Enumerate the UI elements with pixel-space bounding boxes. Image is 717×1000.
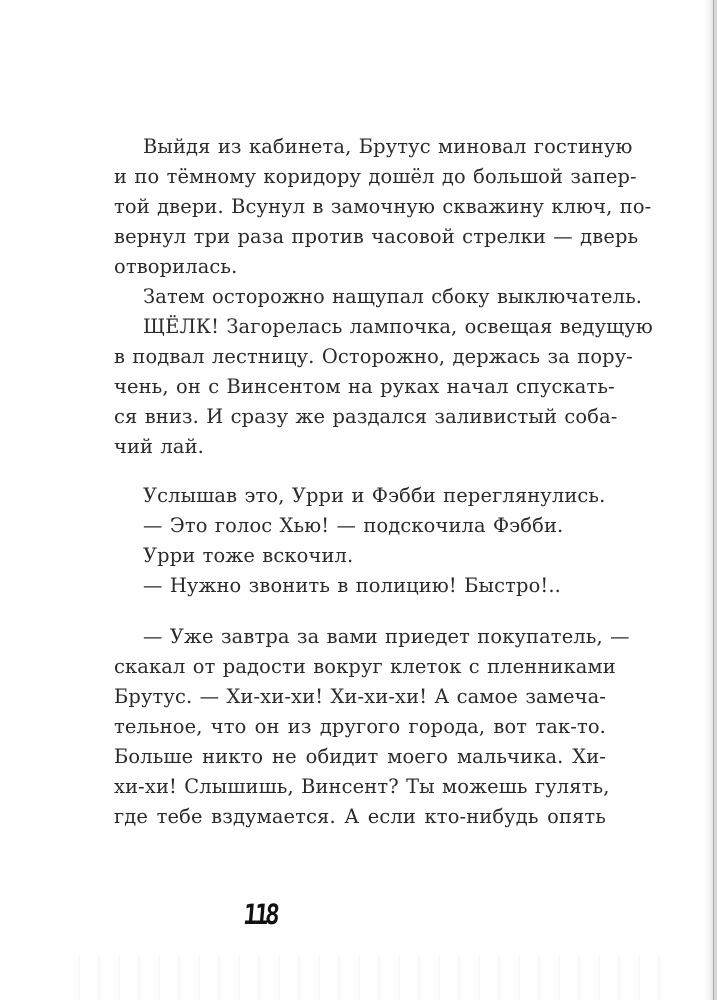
text-line: Затем осторожно нащупал сбоку выключатель.	[143, 285, 643, 308]
text-line: и по тёмному коридору дошёл до большой запер-	[114, 165, 637, 188]
text-line: Больше никто не обидит моего мальчика. Хи-	[114, 745, 606, 768]
text-line: вернул три раза против часовой стрелки — дверь	[114, 225, 639, 248]
text-line: Выйдя из кабинета, Брутус миновал гостиную	[143, 135, 633, 158]
text-line: скакал от радости вокруг клеток с пленниками	[114, 655, 616, 678]
text-line: ся вниз. И сразу же раздался заливистый соба-	[114, 405, 618, 428]
page-edge-line	[713, 0, 714, 1000]
paragraph-2	[114, 282, 653, 462]
text-section-1	[114, 132, 653, 462]
text-line: в подвал лестницу. Осторожно, держась за пору-	[114, 345, 633, 368]
paragraph-3	[114, 481, 606, 601]
text-line: — Уже завтра за вами приедет покупатель, —	[143, 625, 630, 648]
text-line: чень, он с Винсентом на руках начал спускать-	[114, 375, 615, 398]
text-line: где тебе вздумается. А если кто-нибудь опять	[114, 805, 606, 828]
text-line: Брутус. — Хи-хи-хи! Хи-хи-хи! А самое замеча-	[114, 685, 607, 708]
text-line: Услышав это, Урри и Фэбби переглянулись.	[143, 484, 606, 507]
text-line: — Нужно звонить в полицию! Быстро!..	[143, 574, 561, 597]
text-line: хи-хи! Слышишь, Винсент? Ты можешь гулять,	[114, 775, 610, 798]
page-edge-shadow	[705, 0, 717, 1000]
show-through-texture	[60, 955, 660, 1000]
text-line: отворилась.	[114, 255, 238, 278]
text-line: той двери. Всунул в замочную скважину ключ, по-	[114, 195, 652, 218]
text-line: Урри тоже вскочил.	[143, 544, 354, 567]
page-number: 118	[242, 898, 278, 931]
text-section-2	[114, 481, 606, 601]
text-line: чий лай.	[114, 435, 204, 458]
text-line: — Это голос Хью! — подскочила Фэбби.	[143, 514, 564, 537]
text-line: тельное, что он из другого города, вот так-то.	[114, 715, 606, 738]
paragraph-1	[114, 132, 652, 282]
text-section-3	[114, 622, 630, 832]
paragraph-4	[114, 622, 630, 832]
text-line: ЩЁЛК! Загорелась лампочка, освещая ведущую	[143, 315, 653, 338]
